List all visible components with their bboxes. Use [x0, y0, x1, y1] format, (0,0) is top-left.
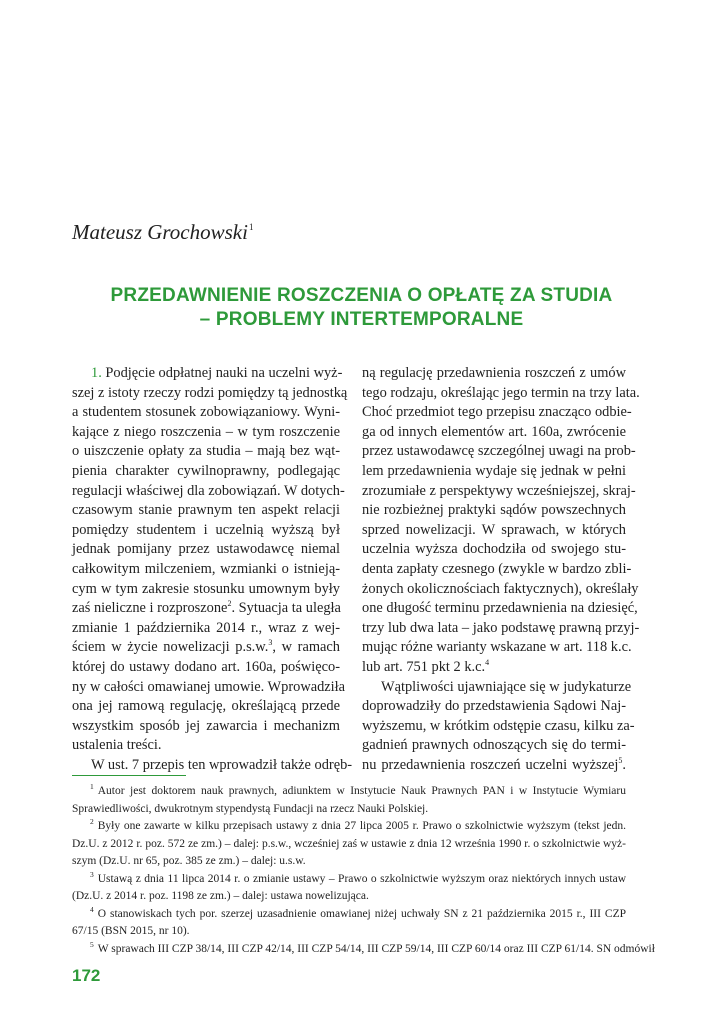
text-line: ny w całości omawianej umowie. Wprowadziła [72, 678, 346, 695]
text-line: one długość terminu przedawnienia na dziesięć, [362, 600, 638, 617]
text-line: doprowadziły do przedstawienia Sądowi Naj- [362, 698, 626, 715]
footnote-line: Sprawiedliwości, dwukrotnym stypendystą Fundacji na rzecz Nauki Polskiej. [72, 802, 429, 815]
footnote-line: 67/15 (BSN 2015, nr 10). [72, 925, 190, 937]
text-line: regulacji właściwej dla zobowiązań. W dotych- [72, 482, 345, 499]
text-line: przez ustawodawcę szczególnej uwagi na prob- [362, 443, 636, 460]
text-line: całkowitym milczeniem, wzmianki o istnieją- [72, 560, 340, 577]
text-line: mując różne warianty wskazane w art. 118 k.c. [362, 639, 632, 656]
text-line: pomiędzy studentem i uczelnią wyższą był [72, 521, 340, 538]
footnote-line: $^4$ O stanowiskach tych por. szerzej uzasadnienie omawianej niżej uchwały SN z 21 października 2015 r., III CZP [90, 904, 626, 920]
footnote-line: $^5$ W sprawach III CZP 38/14, III CZP 42/14, III CZP 54/14, III CZP 59/14, III CZP 60/14 oraz III CZP 61/14. SN odmówił [90, 939, 655, 955]
footnote-ref: 4 [485, 657, 490, 667]
footnote-mark: 1 [90, 782, 94, 791]
text-line: cym w tym zakresie stosunku umownym były [72, 580, 340, 597]
text-line: której do ustawy dodano art. 160a, poświęco- [72, 658, 340, 675]
footnote-mark: 4 [90, 904, 94, 914]
footnote-ref: 2 [227, 599, 232, 609]
text-line: ona jej ramową regulację, określającą przede [72, 698, 340, 715]
text-line: wszystkim sposób jej zawarcia i mechanizm [72, 717, 340, 734]
text-line: sprzed nowelizacji. W sprawach, w których [362, 521, 626, 538]
text-line: Wątpliwości ujawniające się w judykaturze [381, 678, 632, 695]
footnote-line: $^1$ Autor jest doktorem nauk prawnych, adiunktem w Instytucie Nauk Prawnych PAN i w Instytucie Wymiaru [90, 782, 626, 797]
text-line: szej z istoty rzeczy rodzi pomiędzy tą jednostką [72, 384, 348, 401]
section-number: 1. [91, 365, 102, 381]
text-line: żonych okolicznościach faktycznych), określały [362, 580, 639, 597]
text-line: denta zapłaty czesnego (zwykle w bardzo zbli- [362, 560, 632, 577]
text-line: o uiszczenie opłaty za studia – mają bez wąt- [72, 443, 340, 460]
text-line: nie rozbieżnej praktyki sądów powszechnych [362, 502, 626, 519]
text-line: zrozumiałe z perspektywy wcześniejszej, skraj- [362, 482, 636, 499]
text-line: ga od innych elementów art. 160a, zwrócenie [362, 423, 626, 440]
text-line: kające z niego roszczenia – w tym roszczenie [72, 423, 340, 440]
text-line: ną regulację przedawnienia roszczeń z umów [362, 365, 626, 381]
text-line: ustalenia treści. [72, 737, 162, 754]
text-line: a studentem stosunek zobowiązaniowy. Wyni- [72, 404, 340, 421]
footnote [72, 871, 626, 906]
footnote-line: (Dz.U. z 2014 r. poz. 1198 ze zm.) – dalej: ustawa nowelizująca. [72, 890, 369, 902]
footnote-mark: 2 [90, 817, 94, 826]
footnote-line: $^2$ Były one zawarte w kilku przepisach ustawy z dnia 27 lipca 2005 r. Prawo o szkolnictwie wyższym (tekst jedn. [90, 817, 626, 832]
footnote-ref: 5 [618, 755, 623, 765]
footnote-line: Dz.U. z 2012 r. poz. 572 ze zm.) – dalej: p.s.w., wcześniej zaś w ustawie z dnia 12 września 1990 r. o szkolnictwie wyż- [72, 837, 626, 850]
text-line: lem przedawnienia wydaje się jednak w pełni [362, 462, 626, 479]
text-line: jednak pomijany przez ustawodawcę niemal [72, 541, 340, 558]
text-line: gadnień prawnych odnoszących się do termi- [362, 737, 626, 754]
page-number: 172 [72, 966, 101, 985]
text-line: lub art. 751 pkt 2 k.c.$^4$ [362, 657, 490, 675]
left-column [72, 364, 353, 775]
text-line: czasowym stanie prawnym ten aspekt relacji [72, 502, 340, 519]
text-line: ściem w życie nowelizacji p.s.w.$^3$, w ramach [72, 638, 341, 656]
text-line: wyższemu, w krótkim odstępie czasu, kilku za- [362, 717, 635, 734]
footnote-mark: 3 [90, 869, 94, 879]
text-line: W ust. 7 przepis ten wprowadził także odręb- [91, 756, 353, 773]
text-line: 1. Podjęcie odpłatnej nauki na uczelni wyż- [91, 365, 343, 381]
footnote [72, 906, 626, 941]
footnote-ref: 3 [268, 638, 273, 648]
footnote [72, 818, 626, 871]
text-line: trzy lub dwa lata – jako podstawę prawną przyj- [362, 619, 640, 636]
footnotes [72, 782, 655, 958]
right-column [362, 364, 640, 775]
footnote-line: $^3$ Ustawą z dnia 11 lipca 2014 r. o zmianie ustawy – Prawo o szkolnictwie wyższym oraz niektórych innych ustaw [90, 869, 626, 885]
text-line: nu przedawnienia roszczeń uczelni wyższej$^5$. [362, 755, 626, 773]
footnote-line: szym (Dz.U. nr 65, poz. 385 ze zm.) – dalej: u.s.w. [72, 855, 306, 867]
footnote-mark: 5 [90, 939, 94, 949]
footnote-separator [72, 775, 186, 776]
text-line: zmianie 1 października 2014 r., wraz z wej- [72, 619, 340, 636]
text-line: Choć przedmiot tego przepisu znacząco odbie- [362, 404, 632, 421]
text-line: tego rodzaju, określając jego termin na trzy lata. [362, 384, 640, 401]
text-line: zaś nieliczne i rozproszone$^2$. Sytuacja ta uległa [72, 599, 341, 617]
article-title: PRZEDAWNIENIE ROSZCZENIA O OPŁATĘ ZA STUDIA – PROBLEMY INTERTEMPORALNE [110, 285, 613, 330]
footnote [72, 783, 626, 818]
text-line: uczelnia wyższa dochodziła od swojego stu- [362, 541, 626, 558]
author-name: Mateusz Grochowski$^1$ [72, 220, 254, 244]
text-line: pienia charakter cywilnoprawny, podlegając [72, 462, 340, 479]
footnote [72, 939, 655, 959]
footnote-ref: 1 [248, 222, 254, 232]
